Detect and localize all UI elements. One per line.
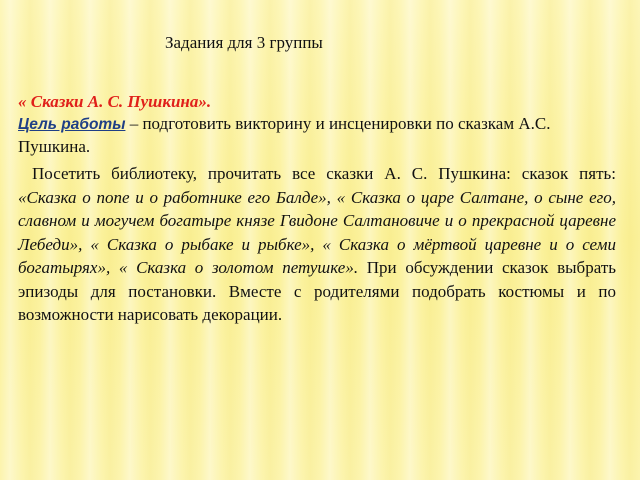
goal-label: Цель работы [18, 116, 126, 133]
tales-list: «Сказка о попе и о работнике его Балде», « Сказка о царе Салтане, о сыне его, славном и могучем богатыре князе Гвидоне Салтановиче и о прекрасной царевне Лебеди», « Сказка о рыбаке и рыбке», « Сказка о мёртвой царевне и о семи богатырях», « Сказка о золотом петушке». [18, 187, 616, 277]
task-outro: При обсуждении сказок выбрать эпизоды для постановки. Вместе с родителями подобрать костюмы и по возможности нарисовать декорации. [18, 258, 616, 324]
topic-heading: « Сказки А. С. Пушкина». [18, 92, 212, 111]
task-paragraph [18, 162, 616, 327]
task-intro: Посетить библиотеку, прочитать все сказки А. С. Пушкина: сказок пять: [32, 164, 616, 183]
goal-text: – подготовить викторину и инсценировки по сказкам А.С. Пушкина. [18, 114, 551, 156]
slide-title: Задания для 3 группы [165, 33, 323, 52]
goal-paragraph [18, 113, 618, 158]
